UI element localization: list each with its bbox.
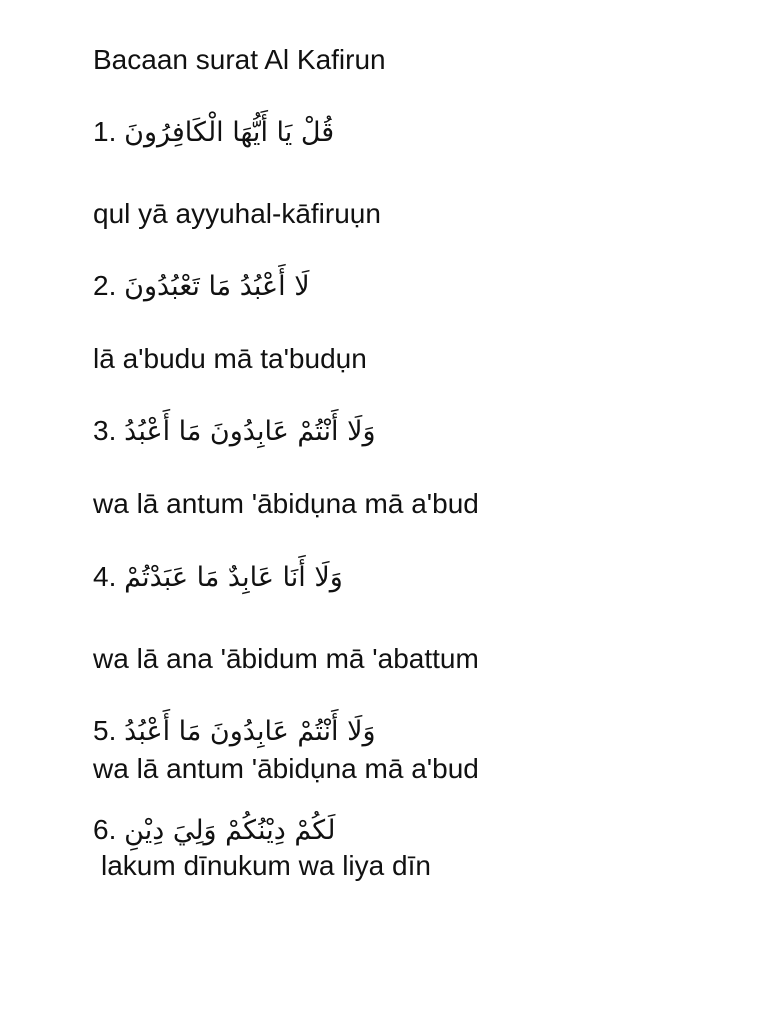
verse-number: 2. bbox=[93, 270, 117, 301]
verse-4-arabic bbox=[93, 563, 343, 591]
verse-number: 1. bbox=[93, 116, 117, 147]
verse-number: 5. bbox=[93, 715, 117, 746]
verse-5-arabic bbox=[93, 717, 376, 745]
verse-number: 4. bbox=[93, 561, 117, 592]
arabic-text: قُلْ يَا أَيُّهَا الْكَافِرُونَ bbox=[124, 117, 335, 148]
verse-2-latin: lā a'budu mā ta'budụn bbox=[93, 343, 367, 374]
verse-number: 3. bbox=[93, 415, 117, 446]
verse-3-latin: wa lā antum 'ābidụna mā a'bud bbox=[93, 488, 479, 519]
verse-6-arabic bbox=[93, 816, 335, 844]
arabic-text: وَلَا أَنْتُمْ عَابِدُونَ مَا أَعْبُدُ bbox=[124, 416, 376, 447]
verse-6-latin: lakum dīnukum wa liya dīn bbox=[101, 850, 431, 881]
verse-4-latin: wa lā ana 'ābidum mā 'abattum bbox=[93, 643, 479, 674]
verse-number: 6. bbox=[93, 814, 117, 845]
page-title: Bacaan surat Al Kafirun bbox=[93, 44, 386, 75]
arabic-text: وَلَا أَنْتُمْ عَابِدُونَ مَا أَعْبُدُ bbox=[124, 716, 376, 747]
verse-1-latin: qul yā ayyuhal-kāfiruụn bbox=[93, 198, 381, 229]
verse-2-arabic bbox=[93, 272, 310, 300]
verse-1-arabic bbox=[93, 118, 334, 146]
arabic-text: لَكُمْ دِيْنُكُمْ وَلِيَ دِيْنِ bbox=[124, 815, 336, 846]
verse-3-arabic bbox=[93, 417, 376, 445]
verse-5-latin: wa lā antum 'ābidụna mā a'bud bbox=[93, 753, 479, 784]
arabic-text: لَا أَعْبُدُ مَا تَعْبُدُونَ bbox=[124, 271, 310, 302]
arabic-text: وَلَا أَنَا عَابِدٌ مَا عَبَدْتُمْ bbox=[124, 562, 343, 593]
